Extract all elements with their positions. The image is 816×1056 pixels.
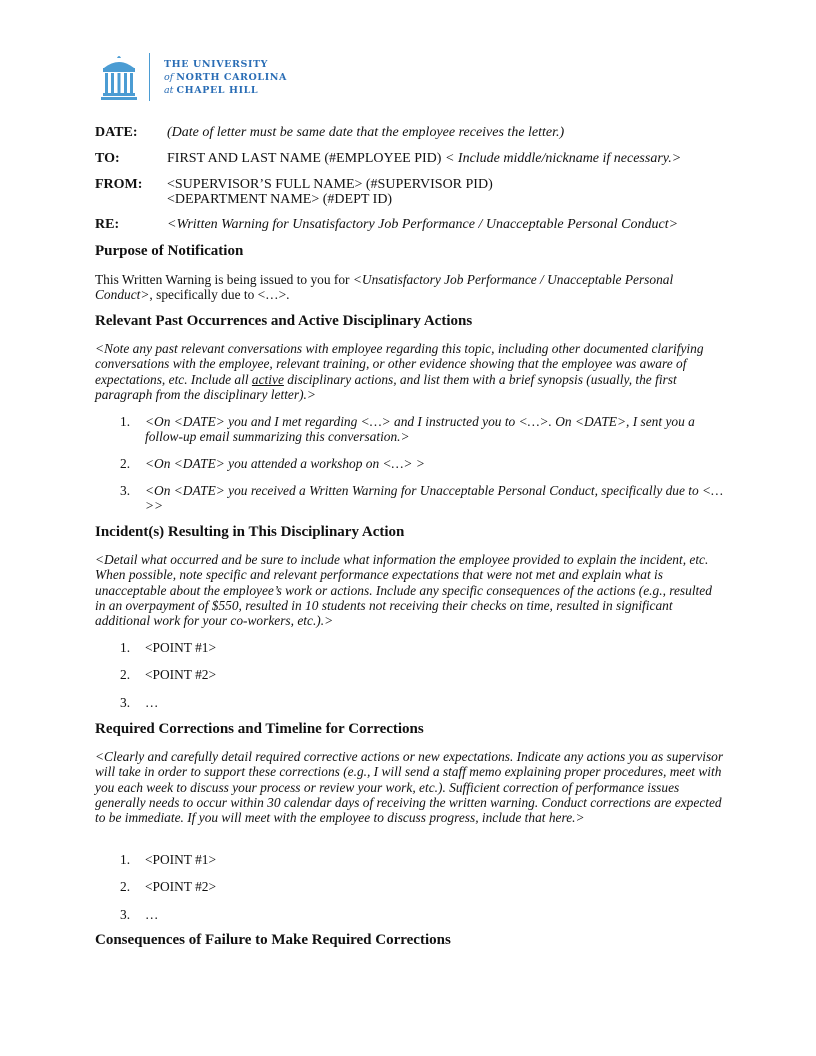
past-text-b: disciplinary actions, and list them with a brief synopsis (usually, the first paragraph from the disciplinary letter).>	[95, 371, 677, 402]
list-item-text: …	[145, 907, 159, 922]
from-label: FROM:	[95, 177, 143, 192]
list-item-text: <POINT #2>	[145, 667, 217, 682]
purpose-text	[95, 272, 725, 303]
past-text-a: <Note any past relevant conversations with employee regarding this topic, including other documented clarifying conversations with the employee, relevant training, or other evidence showing that the employee was aware of expectations, etc. Include all	[95, 341, 704, 387]
date-value-wrap	[167, 125, 564, 140]
purpose-heading: Purpose of Notification	[95, 243, 244, 259]
logo-line-2-italic: of	[164, 71, 174, 83]
past-text	[95, 341, 725, 402]
university-logo	[101, 52, 287, 102]
list-item-text: <On <DATE> you received a Written Warning for Unacceptable Personal Conduct, specifically due to <…>>	[145, 483, 723, 514]
corrections-text: <Clearly and carefully detail required corrective actions or new expectations. Indicate any actions you as supervisor will take in order to support these corrections (e.g., I will send a staff memo explaining proper procedures, meet with you each week to discuss your process or review your work, etc.). Sufficient correction of performance issues generally needs to occur within 30 calendar days of receiving the written warning. Conduct corrections are expected to be immediate. If you will meet with the employee to discuss progress, include that here.>	[95, 749, 724, 826]
past-text-underlined: active	[251, 371, 284, 387]
incident-heading: Incident(s) Resulting in This Disciplinary Action	[95, 524, 405, 540]
logo-line-1: THE UNIVERSITY	[164, 58, 269, 70]
re-label: RE:	[95, 217, 120, 232]
list-item-number: 3.	[120, 483, 131, 498]
logo-line-3-italic: at	[164, 84, 174, 96]
to-value-wrap	[167, 151, 681, 166]
re-value-wrap	[167, 217, 678, 232]
list-item-text: <On <DATE> you attended a workshop on <…> >	[145, 456, 425, 471]
to-label: TO:	[95, 151, 120, 166]
incident-text: <Detail what occurred and be sure to include what information the employee provided to explain the incident, etc. When possible, note specific and relevant performance expectations that were not met and explain what is unacceptable about the employee’s work or actions. Include any specific consequences of the actions (e.g., resulted in an overpayment of $550, resulted in 10 students not receiving their checks on time, resulted in significant additional work for your co-workers, etc.).>	[95, 552, 712, 629]
list-item-number: 1.	[120, 852, 131, 867]
list-item-number: 2.	[120, 456, 131, 471]
logo-divider	[149, 53, 150, 101]
from-value-line2: <DEPARTMENT NAME> (#DEPT ID)	[167, 192, 393, 207]
logo-line-3	[164, 84, 287, 97]
list-item-number: 2.	[120, 667, 131, 682]
date-value: (Date of letter must be same date that the employee receives the letter.)	[167, 125, 565, 140]
logo-line-2-bold: NORTH CAROLINA	[176, 71, 288, 83]
purpose-text-1: This Written Warning is being issued to you for	[95, 272, 353, 287]
list-item-text: <POINT #2>	[145, 879, 217, 894]
list-item-number: 1.	[120, 640, 131, 655]
list-item-number: 3.	[120, 907, 131, 922]
old-well-icon	[101, 54, 137, 100]
consequences-heading: Consequences of Failure to Make Required Corrections	[95, 932, 451, 948]
to-value: FIRST AND LAST NAME (#EMPLOYEE PID)	[167, 151, 442, 166]
purpose-text-2: , specifically due to <…>.	[149, 287, 290, 303]
list-item-text: <On <DATE> you and I met regarding <…> and I instructed you to <…>. On <DATE>, I sent you a follow-up email summarizing this conversation.>	[145, 414, 695, 445]
logo-line-2	[164, 71, 287, 84]
logo-line-3-bold: CHAPEL HILL	[176, 84, 259, 96]
list-item-text: …	[145, 695, 159, 710]
to-note: < Include middle/nickname if necessary.>	[444, 151, 682, 166]
list-item-number: 2.	[120, 879, 131, 894]
purpose-text-italic: <Unsatisfactory Job Performance / Unacceptable Personal Conduct>	[95, 272, 674, 303]
list-item-number: 1.	[120, 414, 131, 429]
from-value-line1: <SUPERVISOR’S FULL NAME> (#SUPERVISOR PID)	[167, 177, 493, 192]
list-item-text: <POINT #1>	[145, 852, 217, 867]
list-item-number: 3.	[120, 695, 131, 710]
past-heading: Relevant Past Occurrences and Active Disciplinary Actions	[95, 313, 473, 329]
logo-wordmark	[164, 58, 287, 97]
list-item-text: <POINT #1>	[145, 640, 217, 655]
date-label: DATE:	[95, 125, 138, 140]
re-value: <Written Warning for Unsatisfactory Job Performance / Unacceptable Personal Conduct>	[167, 217, 679, 232]
corrections-heading: Required Corrections and Timeline for Corrections	[95, 721, 424, 737]
